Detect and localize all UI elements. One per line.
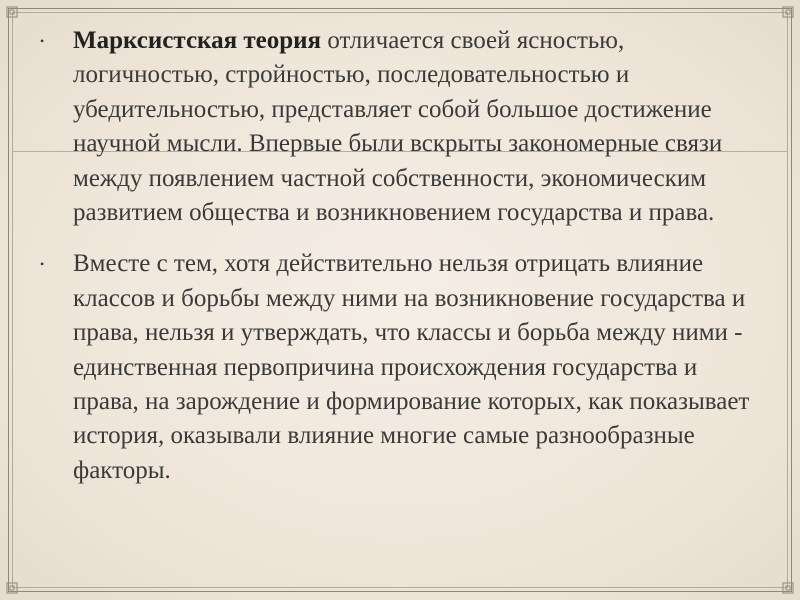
corner-ornament-icon	[2, 574, 26, 598]
bullet-icon: •	[40, 34, 45, 48]
paragraph-text: отличается своей ясностью, логичностью, стройностью, последовательностью и убедительностью, представляет собой большое достижение научной мысли. Впервые были вскрыты закономерные связи между появлением частной собственности, экономическим развитием общества и возникновением государства и права.	[73, 27, 723, 227]
bullet-paragraph-2	[30, 247, 760, 488]
bullet-paragraph-1	[30, 24, 760, 230]
corner-ornament-icon	[774, 2, 798, 26]
paragraph-lead-bold: Марксистская теория	[73, 27, 322, 54]
slide-body	[30, 24, 760, 488]
paragraph-text: Вместе с тем, хотя действительно нельзя отрицать влияние классов и борьбы между ними на возникновение государства и права, нельзя и утверждать, что классы и борьба между ними - единственная первопричина происхождения государства и права, на зарождение и формирование которых, как показывает история, оказывали влияние многие самые разнообразные факторы.	[73, 250, 750, 484]
corner-ornament-icon	[774, 574, 798, 598]
corner-ornament-icon	[2, 2, 26, 26]
bullet-icon: •	[40, 257, 45, 272]
